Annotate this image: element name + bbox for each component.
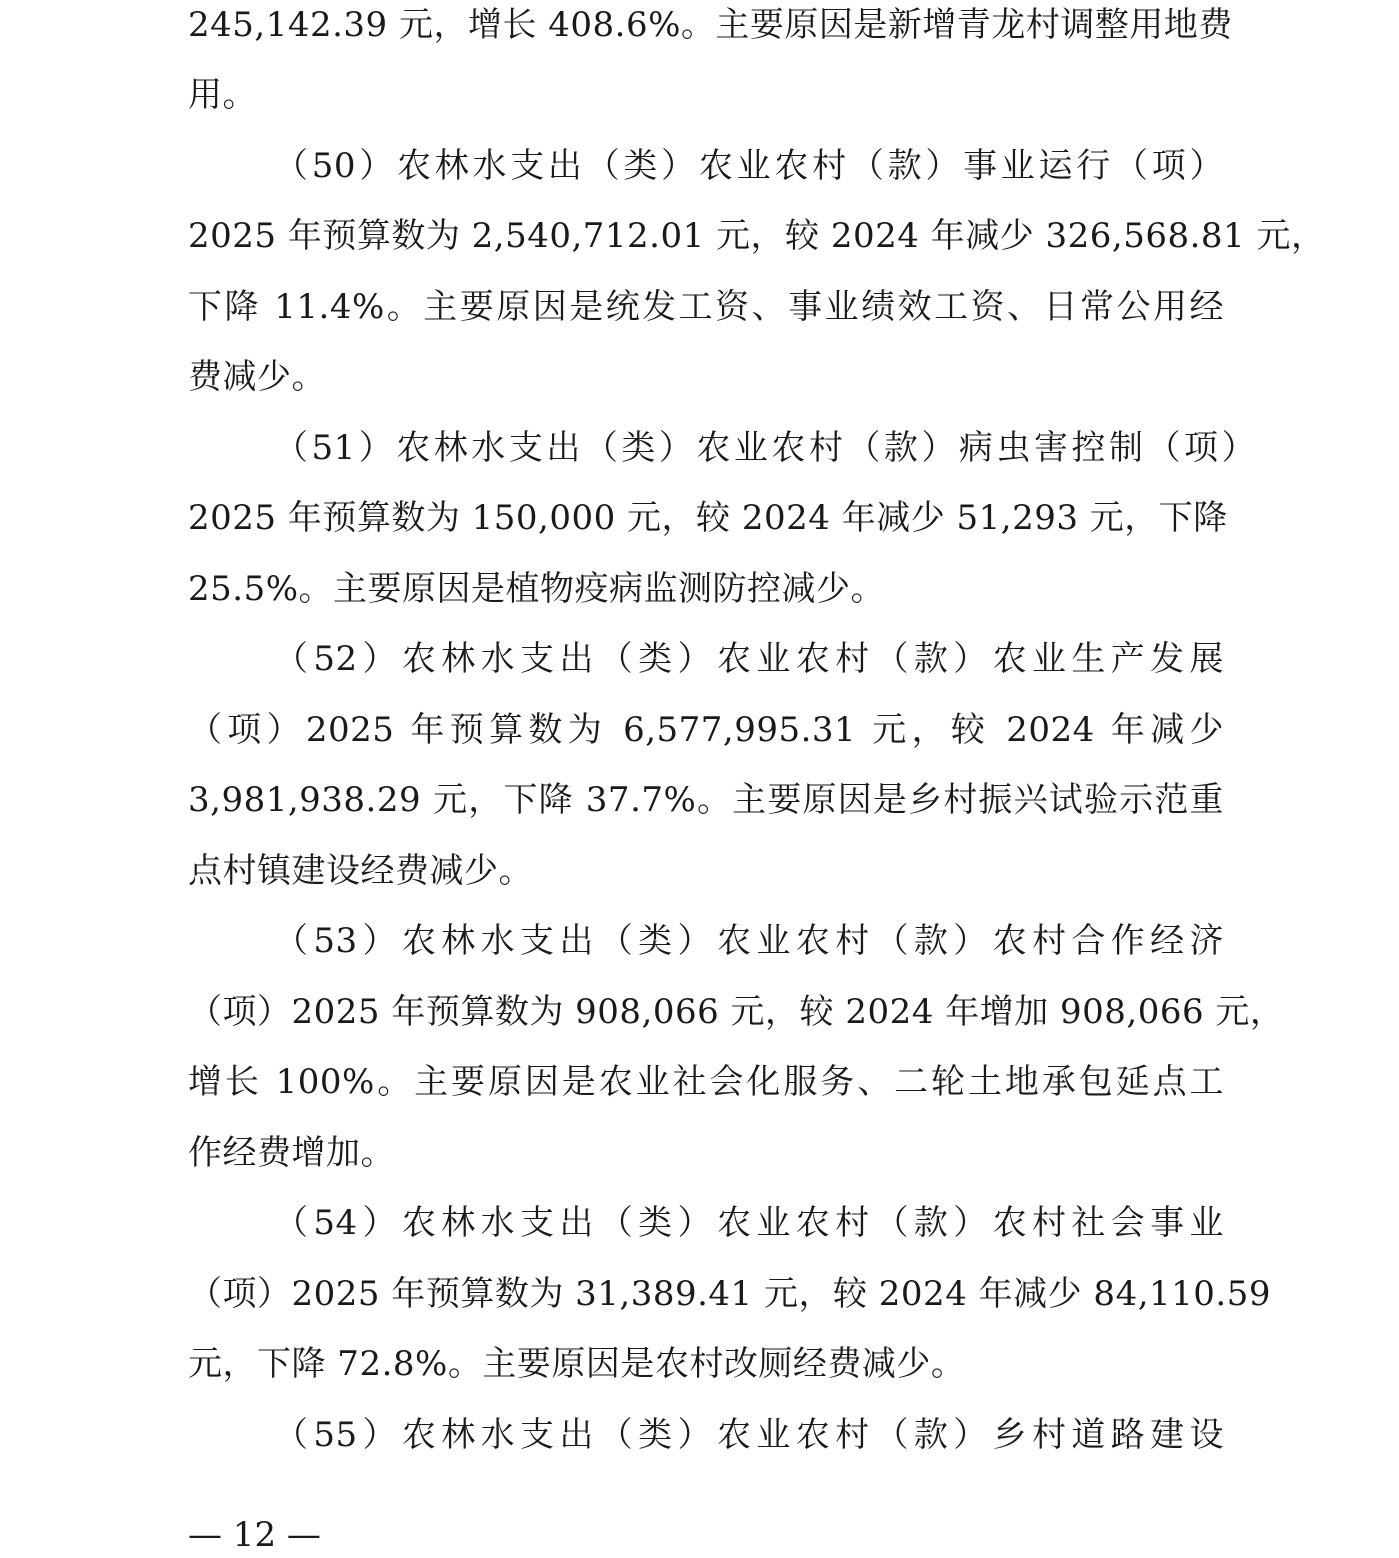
paragraph-heading-53: （53）农林水支出（类）农业农村（款）农村合作经济 bbox=[274, 921, 1224, 961]
text-line: （项）2025 年预算数为 31,389.41 元，较 2024 年减少 84,110.59 bbox=[188, 1274, 1271, 1314]
paragraph-heading-54: （54）农林水支出（类）农业农村（款）农村社会事业 bbox=[274, 1203, 1224, 1243]
text-line: 费减少。 bbox=[188, 357, 326, 397]
text-line: 元，下降 72.8%。主要原因是农村改厕经费减少。 bbox=[188, 1344, 966, 1384]
text-line: （项）2025 年预算数为 908,066 元，较 2024 年增加 908,066 元， bbox=[188, 992, 1285, 1032]
text-line: （项）2025 年预算数为 6,577,995.31 元，较 2024 年减少 bbox=[188, 710, 1224, 750]
text-line: 增长 100%。主要原因是农业社会化服务、二轮土地承包延点工 bbox=[188, 1062, 1224, 1102]
paragraph-heading-55: （55）农林水支出（类）农业农村（款）乡村道路建设 bbox=[274, 1415, 1224, 1455]
text-line: 245,142.39 元，增长 408.6%。主要原因是新增青龙村调整用地费 bbox=[188, 5, 1233, 45]
text-line: 2025 年预算数为 2,540,712.01 元，较 2024 年减少 326,568.81 元， bbox=[188, 216, 1326, 256]
document-page bbox=[188, 0, 1326, 1555]
text-line: 下降 11.4%。主要原因是统发工资、事业绩效工资、日常公用经 bbox=[188, 287, 1224, 327]
text-line: 25.5%。主要原因是植物疫病监测防控减少。 bbox=[188, 569, 886, 609]
paragraph-heading-51: （51）农林水支出（类）农业农村（款）病虫害控制（项） bbox=[274, 428, 1256, 468]
text-line: 作经费增加。 bbox=[188, 1133, 395, 1173]
page-number: — 12 — bbox=[188, 1515, 321, 1555]
text-line: 2025 年预算数为 150,000 元，较 2024 年减少 51,293 元，下降 bbox=[188, 498, 1228, 538]
paragraph-heading-50: （50）农林水支出（类）农业农村（款）事业运行（项） bbox=[274, 146, 1224, 186]
text-line: 用。 bbox=[188, 75, 257, 115]
text-line: 3,981,938.29 元，下降 37.7%。主要原因是乡村振兴试验示范重 bbox=[188, 780, 1224, 820]
text-line: 点村镇建设经费减少。 bbox=[188, 851, 533, 891]
paragraph-heading-52: （52）农林水支出（类）农业农村（款）农业生产发展 bbox=[274, 639, 1224, 679]
